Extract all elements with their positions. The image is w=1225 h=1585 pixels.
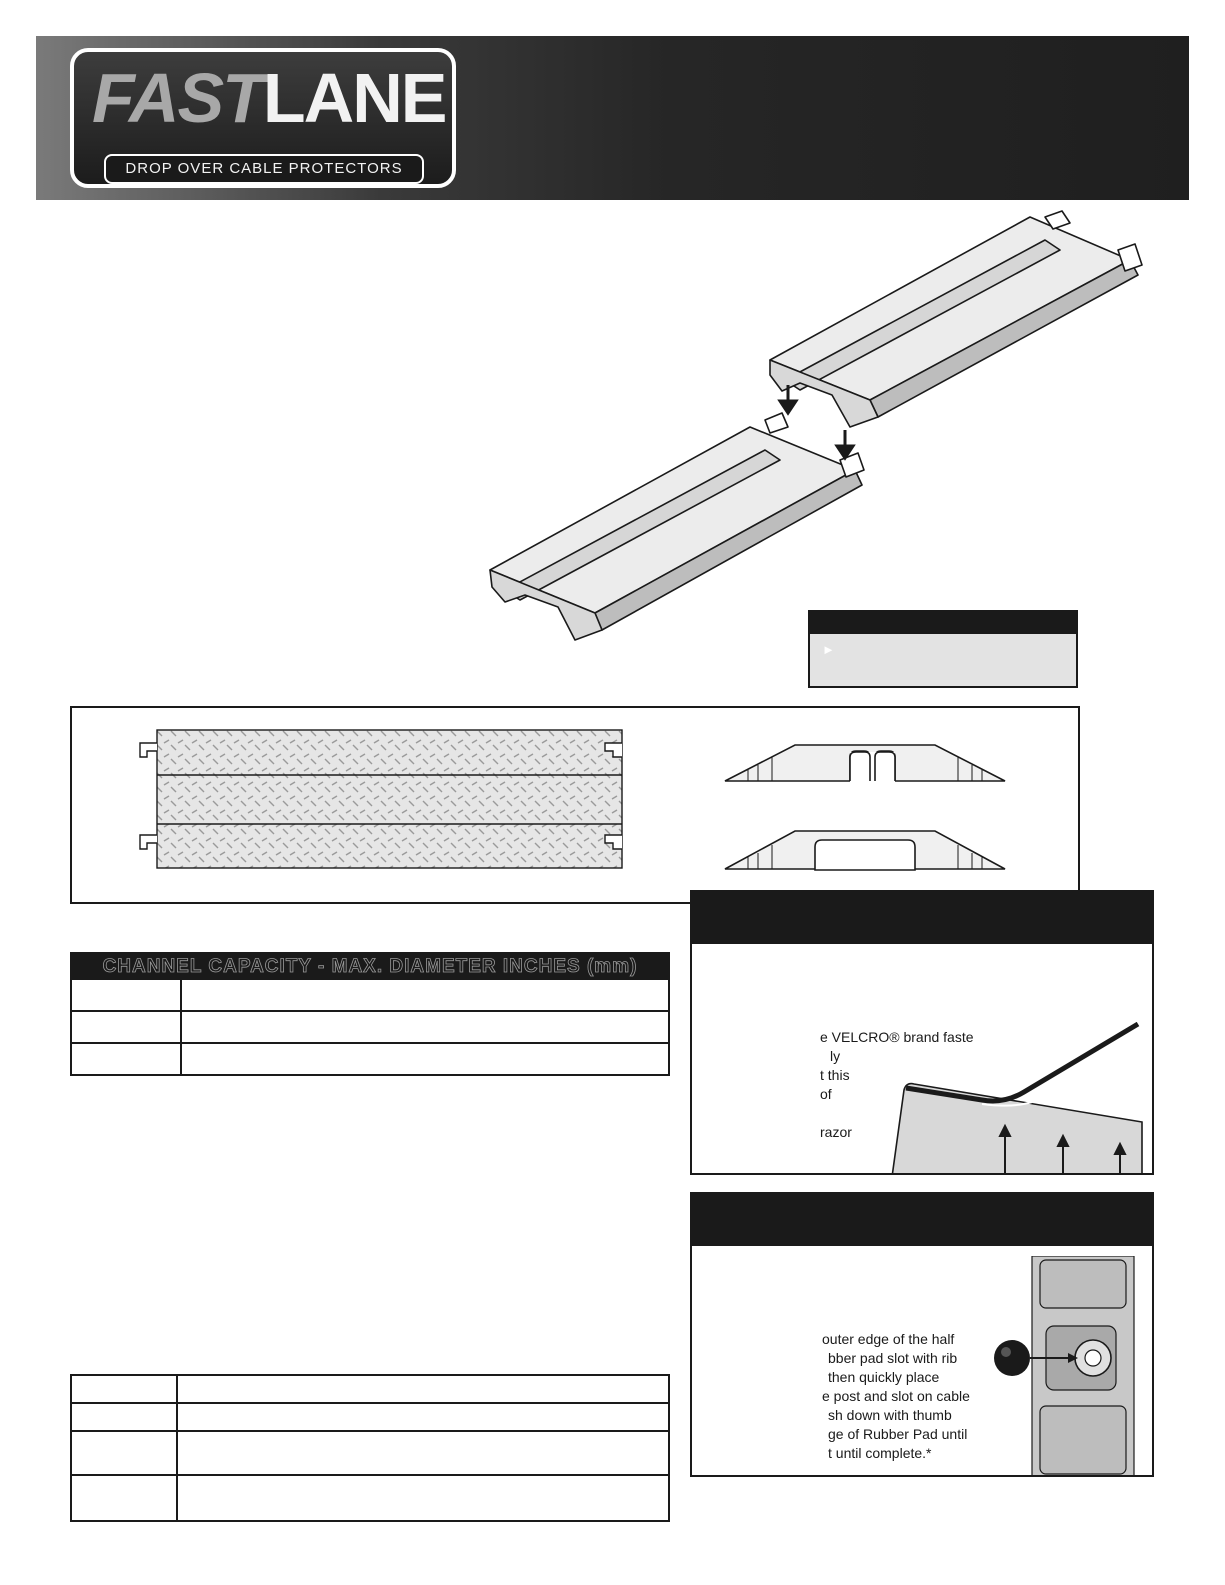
table-row (72, 980, 668, 1010)
lower-protector-section (490, 413, 864, 640)
channel-capacity-table (70, 952, 670, 1076)
profile-single-channel (720, 823, 1010, 873)
logo-tagline: DROP OVER CABLE PROTECTORS (104, 154, 424, 184)
velcro-panel-header (692, 892, 1152, 944)
note-box-header (810, 612, 1076, 634)
instruction-line: outer edge of the half (822, 1331, 955, 1347)
instruction-line: t this (820, 1067, 850, 1083)
logo-fast: FAST (92, 59, 263, 137)
table-row (72, 1010, 668, 1042)
table-row (72, 1042, 668, 1074)
instruction-line: bber pad slot with rib (828, 1350, 958, 1366)
logo-lane: LANE (262, 59, 446, 137)
rubber-pad-instructions-text (822, 1330, 970, 1463)
product-top-view (135, 725, 635, 875)
rubber-pad-instructions-panel (690, 1192, 1154, 1477)
rubber-pad-panel-header (692, 1194, 1152, 1246)
specifications-table (70, 1374, 670, 1522)
table-row (72, 1402, 668, 1404)
instruction-line: ly (830, 1048, 841, 1064)
instruction-line: of (820, 1086, 832, 1102)
upper-protector-section (770, 211, 1142, 427)
velcro-peel-illustration (872, 1022, 1154, 1175)
brand-logo (70, 48, 456, 188)
rubber-pad-illustration (982, 1256, 1154, 1477)
instruction-line: sh down with thumb (828, 1407, 952, 1423)
instruction-line: razor (820, 1124, 852, 1140)
velcro-instructions-panel (690, 890, 1154, 1175)
bullet-arrow-icon: ► (822, 642, 835, 657)
instruction-line: e VELCRO® brand faste (820, 1029, 974, 1045)
table-row (72, 1430, 668, 1432)
instruction-line: then quickly place (828, 1369, 940, 1385)
instruction-line: ge of Rubber Pad until (828, 1426, 968, 1442)
note-box (808, 610, 1078, 688)
instruction-line: t until complete.* (828, 1445, 932, 1461)
table-row (72, 1474, 668, 1476)
instruction-line: e post and slot on cable (822, 1388, 970, 1404)
channel-capacity-header: CHANNEL CAPACITY - MAX. DIAMETER INCHES (mm) (72, 954, 668, 980)
profile-two-channel (720, 735, 1010, 785)
product-assembly-illustration (470, 205, 1170, 655)
logo-wordmark (92, 58, 445, 138)
